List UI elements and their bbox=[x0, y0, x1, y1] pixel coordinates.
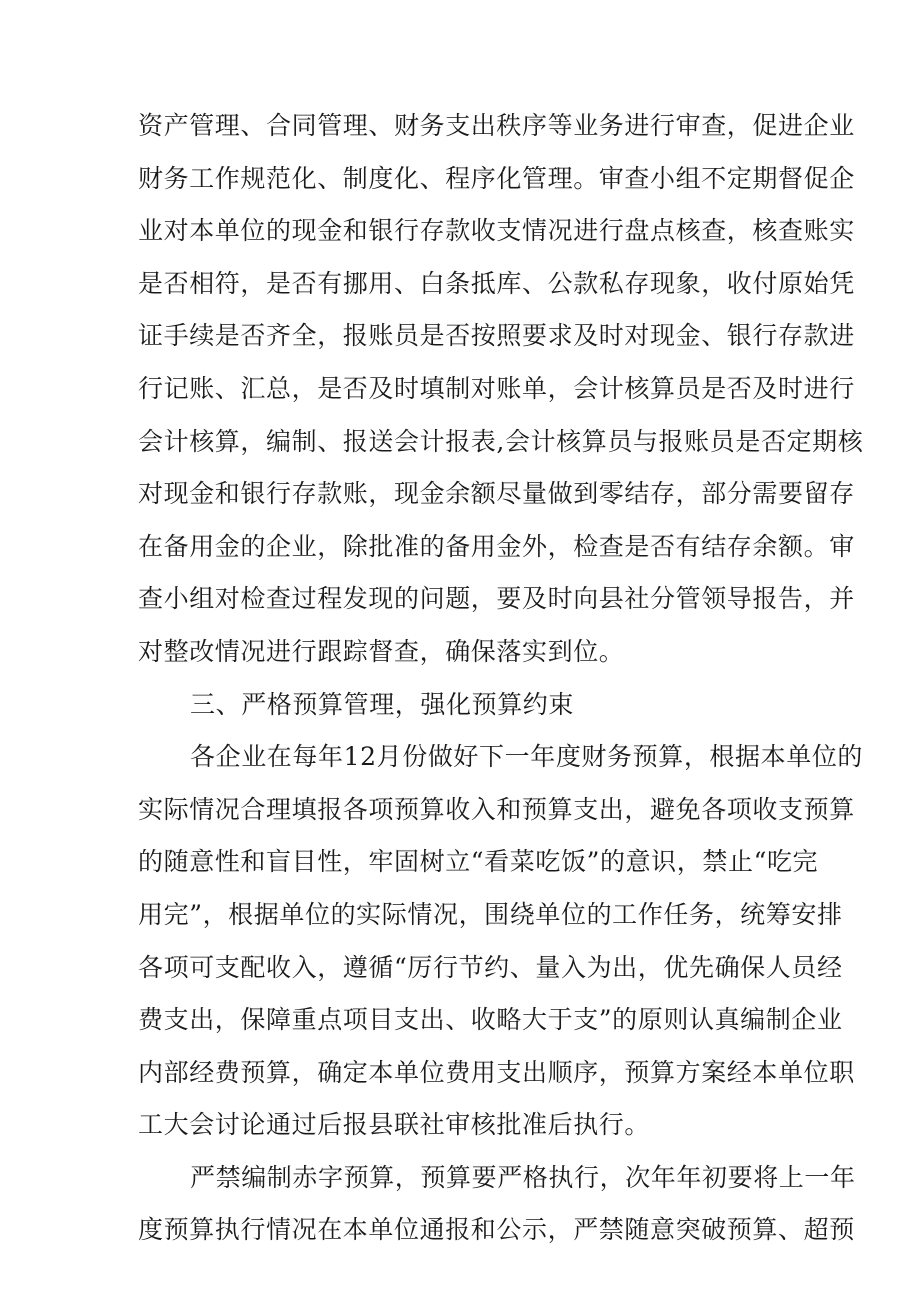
text-line: 对现金和银行存款账，现金余额尽量做到零结存，部分需要留存 bbox=[138, 479, 855, 509]
text-line-paragraph-start: 各企业在每年12月份做好下一年度财务预算，根据本单位的 bbox=[190, 742, 864, 772]
text-line: 业对本单位的现金和银行存款收支情况进行盘点核查，核查账实 bbox=[138, 216, 855, 246]
text-line: 是否相符，是否有挪用、白条抵库、公款私存现象，收付原始凭 bbox=[138, 268, 855, 298]
text-line: 度预算执行情况在本单位通报和公示，严禁随意突破预算、超预 bbox=[138, 1215, 855, 1245]
text-line: 内部经费预算，确定本单位费用支出顺序，预算方案经本单位职 bbox=[138, 1057, 855, 1087]
text-line: 资产管理、合同管理、财务支出秩序等业务进行审查，促进企业 bbox=[138, 111, 855, 140]
text-line-paragraph-start: 严禁编制赤字预算，预算要严格执行，次年年初要将上一年 bbox=[190, 1162, 856, 1192]
text-line-paragraph-end: 工大会讨论通过后报县联社审核批准后执行。 bbox=[138, 1110, 651, 1140]
text-line: 证手续是否齐全，报账员是否按照要求及时对现金、银行存款进 bbox=[138, 321, 855, 351]
text-line: 实际情况合理填报各项预算收入和预算支出，避免各项收支预算 bbox=[138, 794, 855, 824]
text-line: 查小组对检查过程发现的问题，要及时向县社分管领导报告，并 bbox=[138, 584, 855, 614]
text-line: 行记账、汇总，是否及时填制对账单，会计核算员是否及时进行 bbox=[138, 373, 855, 403]
text-line: 的随意性和盲目性，牢固树立“看菜吃饭”的意识，禁止“吃完 bbox=[138, 847, 819, 877]
text-line: 会计核算，编制、报送会计报表,会计核算员与报账员是否定期核 bbox=[138, 426, 864, 456]
text-line: 财务工作规范化、制度化、程序化管理。审查小组不定期督促企 bbox=[138, 163, 855, 193]
document-body bbox=[138, 100, 864, 1257]
text-line: 费支出，保障重点项目支出、收略大于支”的原则认真编制企业 bbox=[138, 1005, 843, 1035]
text-line-paragraph-end: 对整改情况进行跟踪督查，确保落实到位。 bbox=[138, 636, 625, 666]
text-line: 各项可支配收入，遵循“厉行节约、量入为出，优先确保人员经 bbox=[138, 952, 843, 982]
section-heading: 三、严格预算管理，强化预算约束 bbox=[190, 689, 575, 719]
text-line: 在备用金的企业，除批准的备用金外，检查是否有结存余额。审 bbox=[138, 531, 855, 561]
text-line: 用完”，根据单位的实际情况，围绕单位的工作任务，统筹安排 bbox=[138, 899, 843, 929]
